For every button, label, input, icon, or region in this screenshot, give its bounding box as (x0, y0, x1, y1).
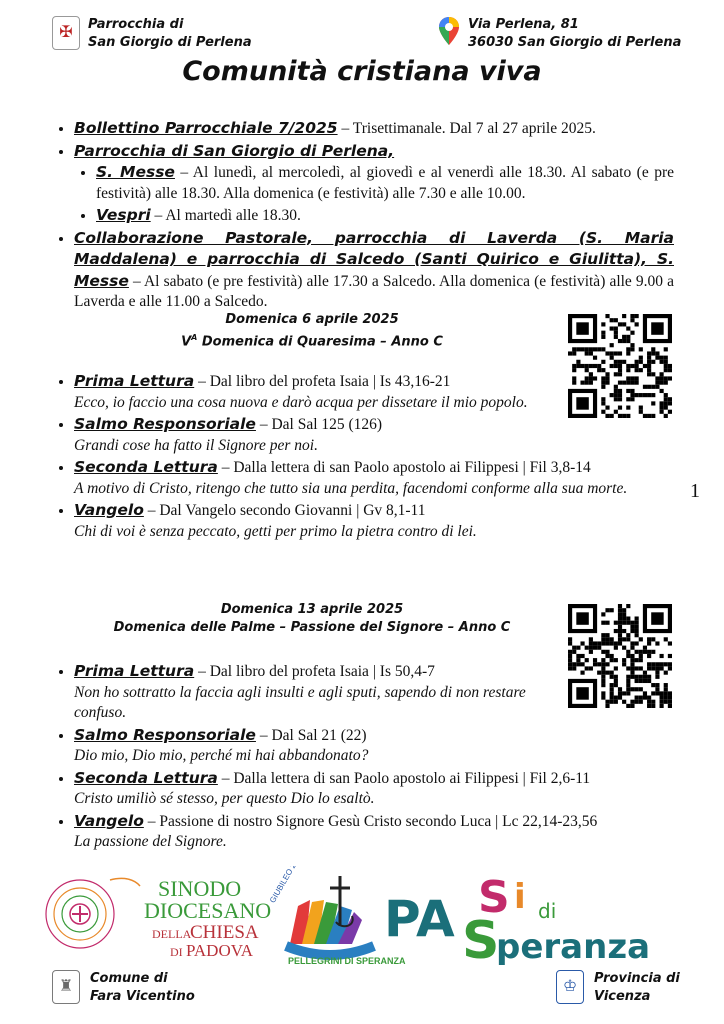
sunday2-date: Domenica 13 aprile 2025 (220, 602, 404, 617)
sunday1-readings (52, 371, 674, 543)
reading-label: Salmo Responsoriale (74, 415, 256, 433)
reading-item (74, 725, 674, 767)
intro-section (52, 118, 674, 314)
sinodo-text-1: SINODO (158, 876, 242, 901)
collab-text: – Al sabato (e pre festività) alle 17.30 a Salcedo. Alla domenica (e festività) alle 9.00 a Laverda e alle 11.00 a Salcedo. (74, 272, 674, 310)
address-line2: 36030 San Giorgio di Perlena (468, 35, 682, 50)
reading-item (74, 500, 674, 542)
sunday2-heading (52, 601, 572, 637)
giubileo-bottom-text: PELLEGRINI DI SPERANZA (288, 956, 406, 966)
parish-crest-icon: ✠ (52, 16, 80, 50)
provincia-line2: Vicenza (594, 989, 651, 1004)
reading-item (74, 811, 674, 853)
reading-quote: Chi di voi è senza peccato, getti per primo la pietra contro di lei. (74, 522, 477, 540)
comune-line2: Fara Vicentino (90, 989, 195, 1004)
bollettino-text: – Trisettimanale. Dal 7 al 27 aprile 2025. (337, 120, 596, 137)
giubileo-top-text: GIUBILEO 2025 (267, 866, 305, 905)
passi-pa: PA (384, 890, 455, 948)
reading-label: Seconda Lettura (74, 768, 218, 787)
reading-reference: – Dal Sal 125 (126) (255, 416, 383, 433)
passi-di-speranza-logo (384, 872, 650, 966)
reading-quote: La passione del Signore. (74, 833, 227, 850)
list-item (96, 205, 674, 227)
address-header (438, 16, 681, 52)
list-item (74, 141, 674, 227)
reading-label: Seconda Lettura (74, 458, 218, 476)
reading-reference: – Dal libro del profeta Isaia | Is 43,16-21 (194, 373, 451, 390)
reading-item (74, 414, 674, 456)
partner-logos (40, 866, 690, 966)
reading-label: Salmo Responsoriale (74, 725, 256, 744)
vespri-label: Vespri (96, 206, 151, 224)
reading-reference: – Dal Sal 21 (22) (255, 726, 367, 744)
reading-quote: Grandi cose ha fatto il Signore per noi. (74, 436, 318, 454)
address-line1: Via Perlena, 81 (468, 17, 579, 32)
parish-header (52, 16, 252, 52)
reading-quote: A motivo di Cristo, ritengo che tutto sia una perdita, facendomi conforme alla sua morte. (74, 479, 628, 497)
list-item (96, 162, 674, 204)
list-item (74, 228, 674, 313)
bollettino-label: Bollettino Parrocchiale 7/2025 (74, 119, 338, 137)
reading-quote: Cristo umiliò sé stesso, per questo Dio lo esaltò. (74, 790, 375, 807)
reading-quote: Non ho sottratto la faccia agli insulti e agli sputi, sapendo di non restare confuso. (74, 683, 526, 721)
reading-item (74, 457, 674, 499)
passi-speranza: peranza (496, 927, 651, 966)
reading-item (74, 661, 544, 724)
reading-reference: – Dal Vangelo secondo Giovanni | Gv 8,1-11 (143, 502, 426, 519)
provincia-line1: Provincia di (594, 971, 680, 986)
page-number: 1 (690, 480, 700, 502)
provincia-crest-icon: ♔ (556, 970, 584, 1004)
reading-label: Prima Lettura (74, 662, 195, 680)
sunday2-name: Domenica delle Palme – Passione del Signore – Anno C (113, 620, 511, 635)
comune-crest-icon: ♜ (52, 970, 80, 1004)
sinodo-text-3a: DELLA (152, 927, 192, 941)
passi-i: i (514, 877, 526, 917)
logos-row (40, 866, 690, 966)
reading-reference: – Dalla lettera di san Paolo apostolo ai Filippesi | Fil 3,8-14 (217, 459, 591, 476)
messe-label: S. Messe (96, 163, 175, 181)
reading-item (74, 768, 674, 810)
passi-s: S (478, 872, 510, 923)
comune-footer (52, 970, 195, 1006)
collab-label: Collaborazione Pastorale, parrocchia di Laverda (S. Maria Maddalena) e parrocchia di Salcedo (Santi Quirico e Giulitta), S. Messe (74, 228, 674, 290)
parish-name-line1: Parrocchia di (88, 17, 184, 32)
reading-reference: – Dalla lettera di san Paolo apostolo ai Filippesi | Fil 2,6-11 (217, 769, 591, 787)
reading-label: Prima Lettura (74, 372, 195, 390)
passi-big-s: S (462, 911, 500, 966)
reading-item (74, 371, 544, 413)
reading-quote: Ecco, io faccio una cosa nuova e darò acqua per dissetare il mio popolo. (74, 393, 528, 411)
parish-name-line2: San Giorgio di Perlena (88, 35, 252, 50)
sinodo-text-4b: PADOVA (186, 941, 254, 960)
reading-reference: – Dal libro del profeta Isaia | Is 50,4-7 (194, 663, 435, 680)
sinodo-text-4a: DI (170, 945, 183, 959)
sinodo-text-3b: CHIESA (190, 922, 259, 943)
sinodo-logo (46, 876, 271, 960)
sunday1-name: $V^A$ Domenica di Quaresima – Anno C (181, 333, 443, 350)
messe-text: – Al lunedì, al mercoledì, al giovedì e al venerdì alle 18.30. Al sabato (e pre festività) alle 18.30. Alla domenica (e festività) alle 7.30 e alle 10.00. (96, 164, 674, 202)
passi-di: di (538, 899, 557, 923)
reading-label: Vangelo (74, 501, 144, 519)
sunday1-date: Domenica 6 aprile 2025 (225, 312, 399, 327)
comune-line1: Comune di (90, 971, 168, 986)
vespri-text: – Al martedì alle 18.30. (150, 207, 301, 224)
sunday1-heading (52, 311, 572, 351)
map-pin-icon (438, 16, 460, 46)
provincia-footer (556, 970, 680, 1006)
reading-label: Vangelo (74, 811, 144, 830)
sunday2-readings (52, 661, 674, 854)
sinodo-text-2: DIOCESANO (144, 898, 272, 923)
list-item (74, 118, 674, 140)
reading-reference: – Passione di nostro Signore Gesù Cristo secondo Luca | Lc 22,14-23,56 (143, 812, 598, 830)
parrocchia-label: Parrocchia di San Giorgio di Perlena, (74, 141, 395, 160)
reading-quote: Dio mio, Dio mio, perché mi hai abbandonato? (74, 747, 369, 764)
page-title: Comunità cristiana viva (182, 56, 542, 87)
